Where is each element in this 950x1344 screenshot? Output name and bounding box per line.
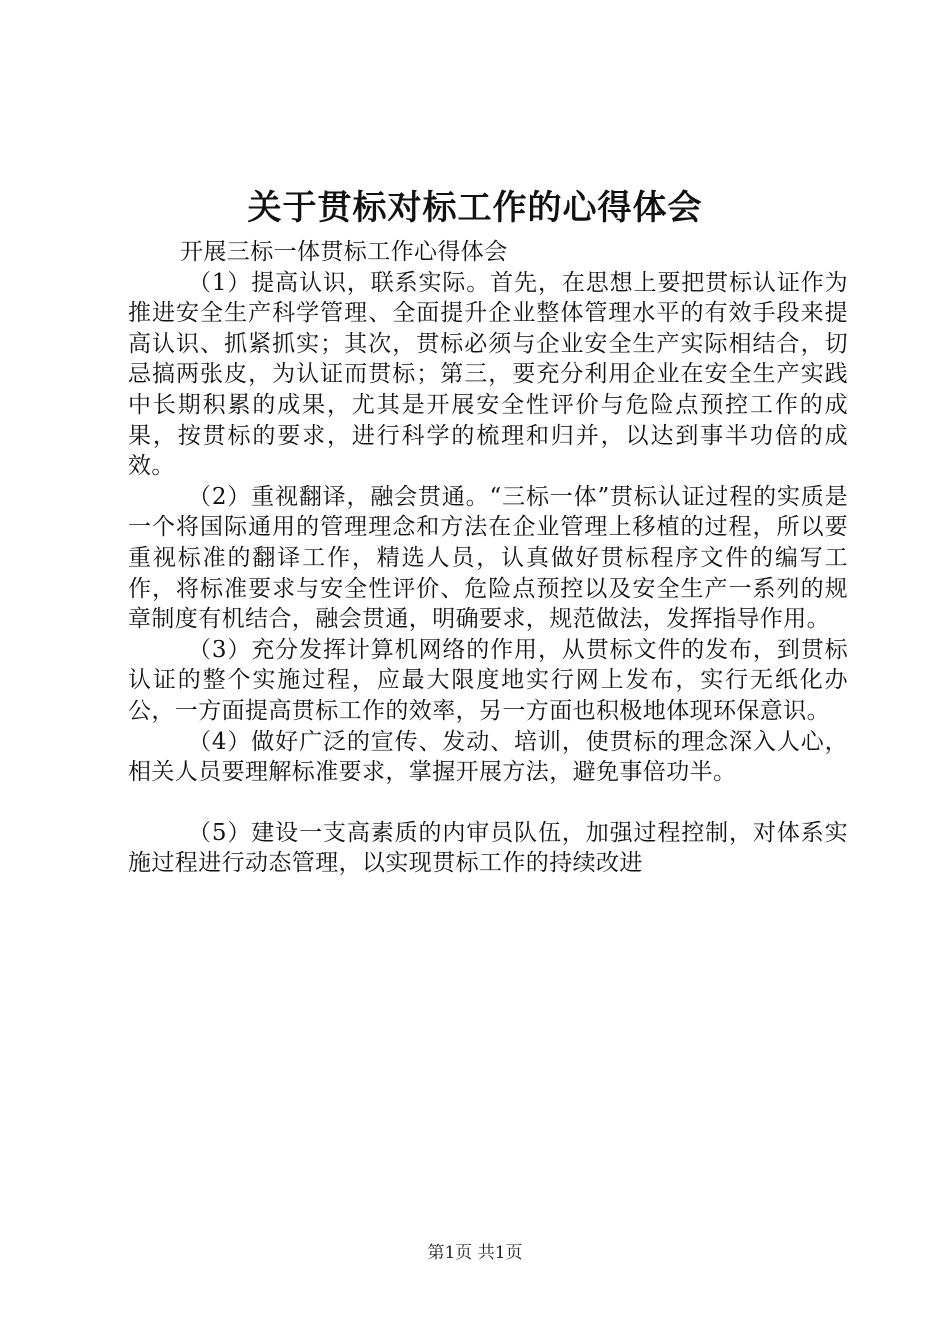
paragraph-5: （5）建设一支高素质的内审员队伍，加强过程控制，对体系实施过程进行动态管理，以实现贯标工作的持续改进 [128, 819, 848, 877]
document-body [128, 237, 848, 879]
page-number-footer: 第1页 共1页 [427, 1243, 523, 1263]
document-title: 关于贯标对标工作的心得体会 [247, 188, 703, 228]
paragraph-1: （1）提高认识，联系实际。首先，在思想上要把贯标认证作为推进安全生产科学管理、全面提升企业整体管理水平的有效手段来提高认识、抓紧抓实；其次，贯标必须与企业安全生产实际相结合，切忌搞两张皮，为认证而贯标；第三，要充分利用企业在安全生产实践中长期积累的成果，尤其是开展安全性评价与危险点预控工作的成果，按贯标的要求，进行科学的梳理和归并，以达到事半功倍的成效。 [128, 269, 848, 480]
paragraph-4: （4）做好广泛的宣传、发动、培训，使贯标的理念深入人心，相关人员要理解标准要求，掌握开展方法，避免事倍功半。 [128, 728, 848, 786]
document-subtitle: 开展三标一体贯标工作心得体会 [180, 239, 508, 265]
paragraph-3: （3）充分发挥计算机网络的作用，从贯标文件的发布，到贯标认证的整个实施过程，应最大限度地实行网上发布，实行无纸化办公，一方面提高贯标工作的效率，另一方面也积极地体现环保意识。 [128, 636, 848, 724]
paragraph-2: （2）重视翻译，融会贯通。“三标一体”贯标认证过程的实质是一个将国际通用的管理理念和方法在企业管理上移植的过程，所以要重视标准的翻译工作，精选人员，认真做好贯标程序文件的编写工作，将标准要求与安全性评价、危险点预控以及安全生产一系列的规章制度有机结合，融会贯通，明确要求，规范做法，发挥指导作用。 [128, 483, 848, 633]
